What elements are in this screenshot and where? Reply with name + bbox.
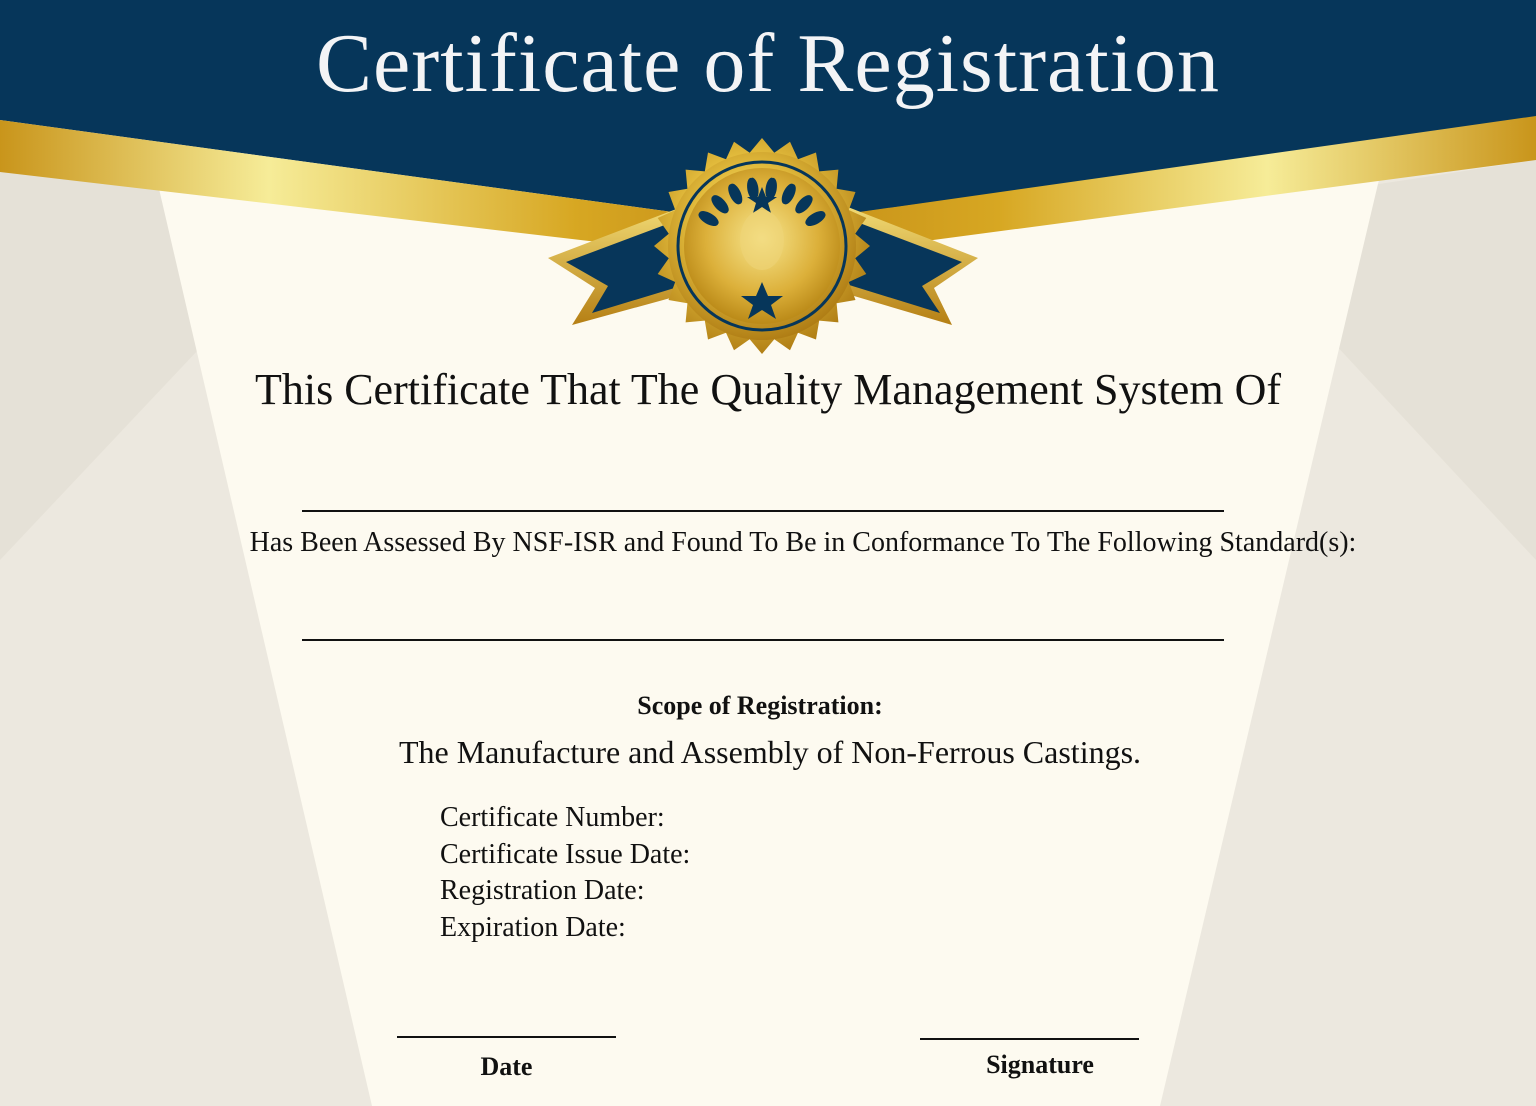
date-label: Date [480, 1052, 533, 1081]
intro-statement: This Certificate That The Quality Management System Of [254, 365, 1281, 414]
certificate-number-label: Certificate Number: [440, 802, 665, 833]
assessment-statement: Has Been Assessed By NSF-ISR and Found To Be in Conformance To The Following Standard(s): [249, 527, 1357, 558]
registration-date-label: Registration Date: [440, 875, 645, 906]
scope-heading: Scope of Registration: [637, 691, 883, 720]
certificate-issue-date-label: Certificate Issue Date: [440, 839, 691, 870]
signature-label: Signature [986, 1050, 1094, 1079]
expiration-date-label: Expiration Date: [440, 912, 626, 943]
gold-seal-icon [654, 138, 870, 354]
certificate-title: Certificate of Registration [315, 17, 1221, 110]
scope-text: The Manufacture and Assembly of Non-Ferrous Castings. [398, 734, 1142, 770]
